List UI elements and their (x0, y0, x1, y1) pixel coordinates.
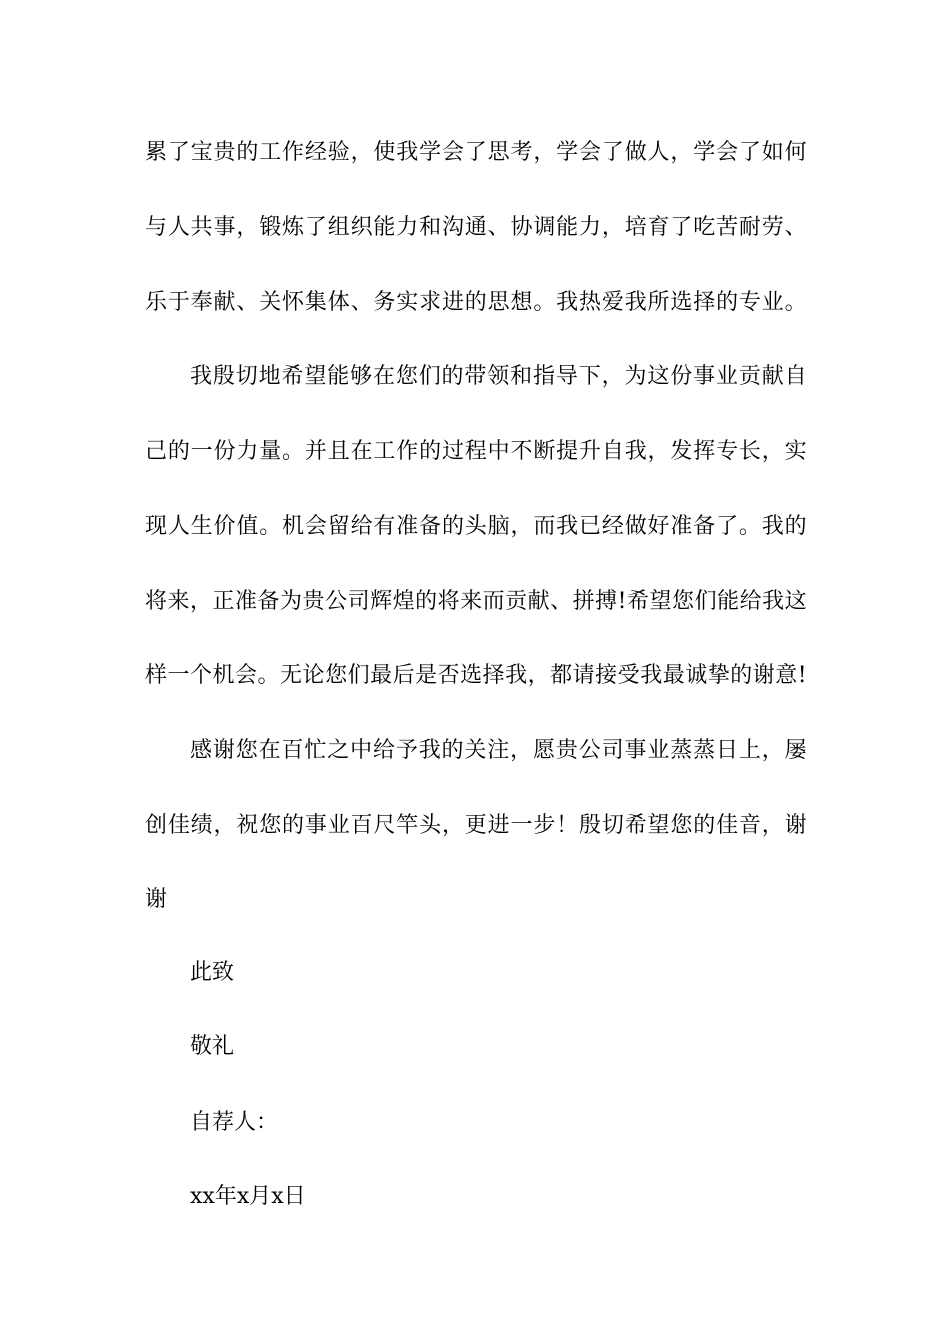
signer-label: 自荐人： (190, 1110, 279, 1135)
paragraph-1-line-2: 与人共事，锻炼了组织能力和沟通、协调能力，培育了吃苦耐劳、 (145, 215, 807, 240)
paragraph-2-line-2: 己的一份力量。并且在工作的过程中不断提升自我，发挥专长，实 (145, 439, 807, 464)
paragraph-2-line-1: 我殷切地希望能够在您们的带领和指导下，为这份事业贡献自 (190, 364, 807, 389)
paragraph-1-line-1: 累了宝贵的工作经验，使我学会了思考，学会了做人，学会了如何 (145, 140, 807, 165)
paragraph-3-line-3: 谢 (145, 887, 168, 912)
signature-date: xx年x月x日 (190, 1184, 306, 1209)
paragraph-1-line-3: 乐于奉献、关怀集体、务实求进的思想。我热爱我所选择的专业。 (145, 290, 807, 315)
paragraph-2-line-3: 现人生价值。机会留给有准备的头脑，而我已经做好准备了。我的 (145, 514, 807, 539)
closing-salutation: 此致 (190, 960, 235, 985)
paragraph-2-line-4: 将来，正准备为贵公司辉煌的将来而贡献、拼搏!希望您们能给我这 (145, 589, 807, 614)
paragraph-2-line-5: 样一个机会。无论您们最后是否选择我，都请接受我最诚挚的谢意! (145, 663, 807, 688)
paragraph-3-line-1: 感谢您在百忙之中给予我的关注，愿贵公司事业蒸蒸日上，屡 (190, 738, 807, 763)
paragraph-3-line-2: 创佳绩，祝您的事业百尺竿头，更进一步！殷切希望您的佳音，谢 (145, 813, 807, 838)
closing-respect: 敬礼 (190, 1034, 235, 1059)
